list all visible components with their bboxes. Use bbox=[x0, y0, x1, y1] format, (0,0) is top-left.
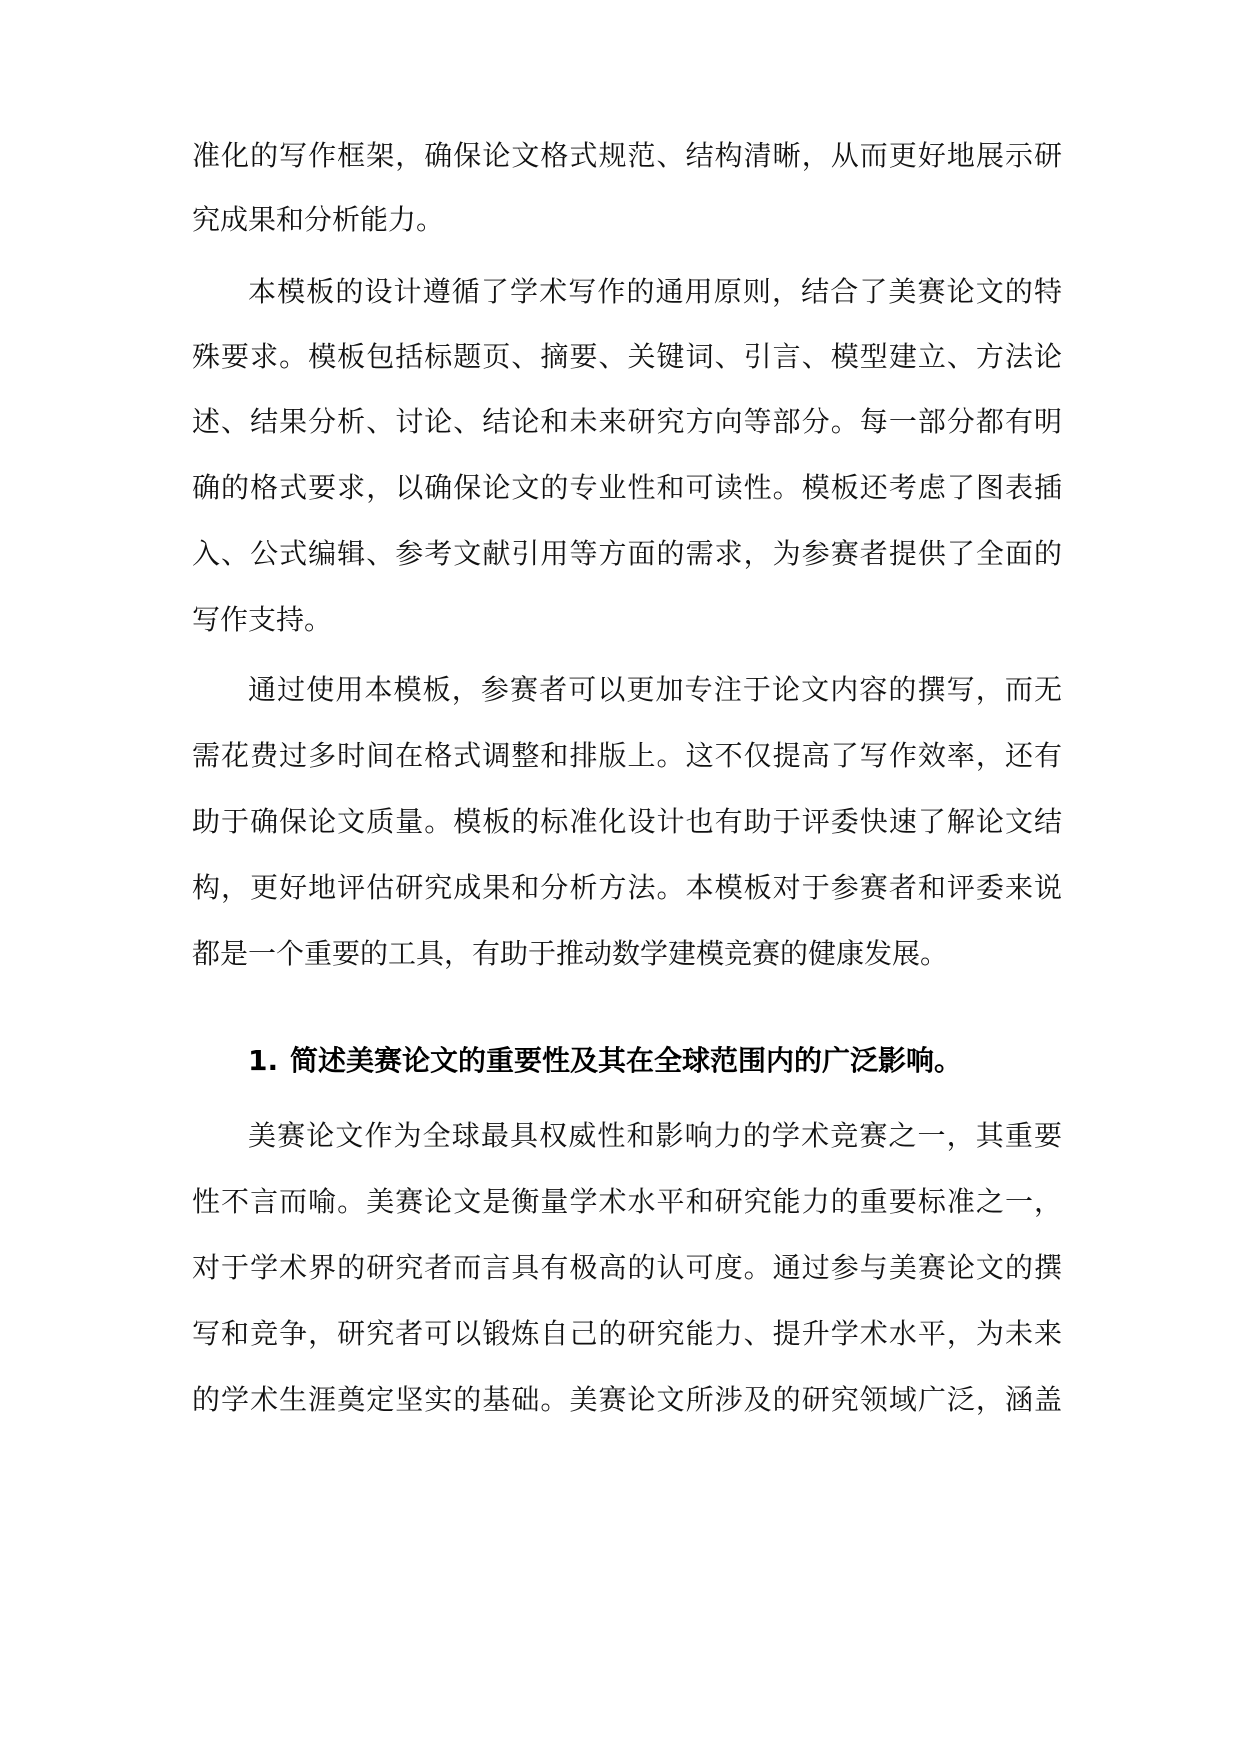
paragraph-line: 确的格式要求，以确保论文的专业性和可读性。模板还考虑了图表插 bbox=[192, 471, 1062, 504]
paragraph-line: 都是一个重要的工具，有助于推动数学建模竞赛的健康发展。 bbox=[192, 937, 949, 970]
paragraph-line: 本模板的设计遵循了学术写作的通用原则，结合了美赛论文的特 bbox=[248, 275, 1062, 308]
paragraph-line: 述、结果分析、讨论、结论和未来研究方向等部分。每一部分都有明 bbox=[192, 405, 1062, 438]
paragraph-line: 写作支持。 bbox=[192, 603, 333, 636]
paragraph-line: 性不言而喻。美赛论文是衡量学术水平和研究能力的重要标准之一， bbox=[192, 1185, 1062, 1218]
section-number: 1. bbox=[248, 1044, 279, 1077]
paragraph-line: 对于学术界的研究者而言具有极高的认可度。通过参与美赛论文的撰 bbox=[192, 1251, 1062, 1284]
paragraph-line: 写和竞争，研究者可以锻炼自己的研究能力、提升学术水平，为未来 bbox=[192, 1317, 1062, 1350]
paragraph-line: 通过使用本模板，参赛者可以更加专注于论文内容的撰写，而无 bbox=[248, 673, 1062, 706]
paragraph-line: 构，更好地评估研究成果和分析方法。本模板对于参赛者和评委来说 bbox=[192, 871, 1062, 904]
paragraph-line: 准化的写作框架，确保论文格式规范、结构清晰，从而更好地展示研 bbox=[192, 139, 1062, 172]
paragraph-line: 助于确保论文质量。模板的标准化设计也有助于评委快速了解论文结 bbox=[192, 805, 1062, 838]
paragraph-line: 美赛论文作为全球最具权威性和影响力的学术竞赛之一，其重要 bbox=[248, 1119, 1062, 1152]
paragraph-line: 需花费过多时间在格式调整和排版上。这不仅提高了写作效率，还有 bbox=[192, 739, 1062, 772]
paragraph-line: 入、公式编辑、参考文献引用等方面的需求，为参赛者提供了全面的 bbox=[192, 537, 1062, 570]
paragraph-line: 究成果和分析能力。 bbox=[192, 203, 445, 236]
section-title: 简述美赛论文的重要性及其在全球范围内的广泛影响。 bbox=[290, 1044, 963, 1077]
section-heading bbox=[248, 1037, 1062, 1085]
paragraph-line: 殊要求。模板包括标题页、摘要、关键词、引言、模型建立、方法论 bbox=[192, 340, 1062, 373]
paragraph-line: 的学术生涯奠定坚实的基础。美赛论文所涉及的研究领域广泛，涵盖 bbox=[192, 1383, 1062, 1416]
